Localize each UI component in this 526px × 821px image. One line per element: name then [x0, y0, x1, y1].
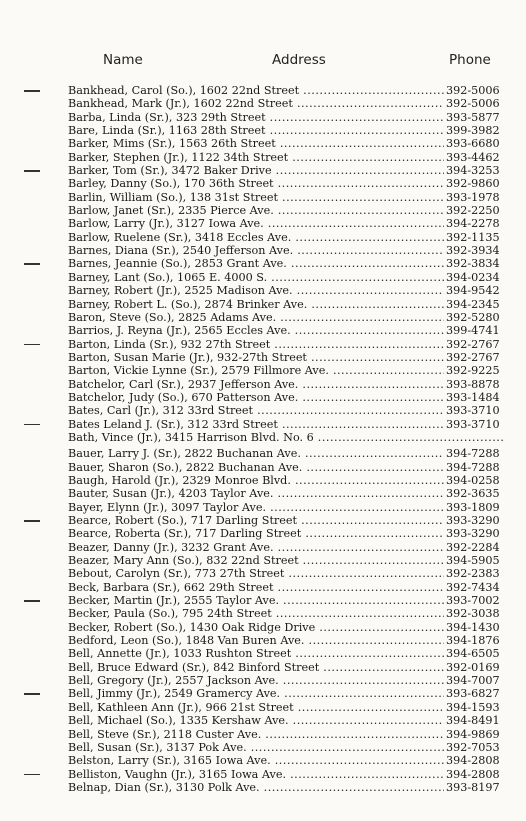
entry-name-address: Bell, Bruce Edward (Sr.), 842 Binford Street ..... — [68, 661, 444, 674]
entry-phone: 392-5006 — [445, 97, 506, 110]
entry-name-address: Barrios, J. Reyna (Jr.), 2565 Eccles Ave. ..... — [68, 324, 444, 337]
entry-name-address: Barnes, Jeannie (So.), 2853 Grant Ave. ..... — [68, 257, 444, 270]
entry-name-address: Bell, Steve (Sr.), 2118 Custer Ave. ..... — [68, 728, 444, 741]
directory-entry — [0, 728, 526, 741]
entry-phone: 394-8491 — [445, 714, 506, 727]
directory-entry — [0, 461, 526, 474]
entry-name-address: Beck, Barbara (Sr.), 662 29th Street ..... — [68, 581, 444, 594]
entry-phone: 394-5905 — [445, 554, 506, 567]
directory-entry — [0, 351, 526, 364]
directory-entry — [0, 231, 526, 244]
margin-tick-mark — [24, 424, 40, 426]
directory-entry — [0, 244, 526, 257]
entry-name-address: Bauer, Larry J. (Sr.), 2822 Buchanan Ave. ..... — [68, 447, 444, 460]
address-column-header: Address — [272, 52, 326, 68]
directory-entry — [0, 84, 526, 97]
entry-name-address: Beazer, Danny (Jr.), 3232 Grant Ave. ..... — [68, 541, 444, 554]
entry-phone: 392-2250 — [445, 204, 506, 217]
entry-phone: 394-1430 — [445, 621, 506, 634]
entry-phone: 392-2767 — [445, 351, 506, 364]
directory-entry — [0, 594, 526, 607]
directory-entry — [0, 541, 526, 554]
entry-phone: 394-7288 — [445, 447, 506, 460]
phone-column-header: Phone — [449, 52, 491, 68]
directory-entry — [0, 621, 526, 634]
entry-name-address: Barton, Vickie Lynne (Sr.), 2579 Fillmore Ave. ..... — [68, 364, 444, 377]
directory-entry — [0, 97, 526, 110]
entry-phone: 394-0258 — [445, 474, 506, 487]
directory-entry — [0, 634, 526, 647]
entry-phone: 394-3253 — [445, 164, 506, 177]
entry-name-address: Batchelor, Judy (So.), 670 Patterson Ave. ..... — [68, 391, 444, 404]
entry-phone: 393-1978 — [445, 191, 506, 204]
entry-name-address: Bankhead, Carol (So.), 1602 22nd Street ..... — [68, 84, 444, 97]
entry-phone: 393-3290 — [445, 514, 506, 527]
directory-entry — [0, 404, 526, 417]
entry-name-address: Barker, Stephen (Jr.), 1122 34th Street ..... — [68, 151, 444, 164]
entry-name-address: Barlin, William (So.), 138 31st Street ..... — [68, 191, 444, 204]
directory-entry — [0, 391, 526, 404]
directory-entry — [0, 661, 526, 674]
entry-name-address: Barker, Tom (Sr.), 3472 Baker Drive ..... — [68, 164, 444, 177]
directory-entry — [0, 754, 526, 767]
entry-phone: 393-1484 — [445, 391, 506, 404]
directory-list — [0, 84, 526, 794]
directory-entry — [0, 111, 526, 124]
margin-tick-mark — [24, 774, 40, 776]
entry-phone: 392-5006 — [445, 84, 506, 97]
entry-phone: 394-1593 — [445, 701, 506, 714]
entry-name-address: Baugh, Harold (Jr.), 2329 Monroe Blvd. ..... — [68, 474, 444, 487]
entry-phone: 392-0169 — [445, 661, 506, 674]
directory-entry — [0, 284, 526, 297]
margin-tick-mark — [24, 693, 40, 695]
entry-phone: 392-2767 — [445, 338, 506, 351]
directory-entry — [0, 124, 526, 137]
entry-name-address: Bearce, Roberta (Sr.), 717 Darling Street ..... — [68, 527, 444, 540]
entry-phone: 393-1809 — [445, 501, 506, 514]
entry-phone: 393-6680 — [445, 137, 506, 150]
entry-phone: 394-7288 — [445, 461, 506, 474]
entry-phone: 392-5280 — [445, 311, 506, 324]
directory-entry — [0, 567, 526, 580]
entry-phone: 394-9869 — [445, 728, 506, 741]
directory-entry — [0, 701, 526, 714]
directory-entry — [0, 378, 526, 391]
entry-name-address: Bath, Vince (Jr.), 3415 Harrison Blvd. No. 6 ..... — [68, 431, 505, 444]
entry-name-address: Batchelor, Carl (Sr.), 2937 Jefferson Ave. ..... — [68, 378, 444, 391]
margin-tick-mark — [24, 520, 40, 522]
entry-name-address: Bedford, Leon (So.), 1848 Van Buren Ave. ..... — [68, 634, 444, 647]
entry-phone: 392-9860 — [445, 177, 506, 190]
directory-entry — [0, 177, 526, 190]
entry-name-address: Bayer, Elynn (Jr.), 3097 Taylor Ave. ..... — [68, 501, 444, 514]
entry-name-address: Barney, Robert (Jr.), 2525 Madison Ave. ..... — [68, 284, 444, 297]
entry-name-address: Barker, Mims (Sr.), 1563 26th Street ..... — [68, 137, 444, 150]
entry-phone: 393-6827 — [445, 687, 506, 700]
entry-phone: 394-0234 — [445, 271, 506, 284]
entry-name-address: Bebout, Carolyn (Sr.), 773 27th Street ..... — [68, 567, 444, 580]
entry-name-address: Belnap, Dian (Sr.), 3130 Polk Ave. ..... — [68, 781, 444, 794]
directory-entry — [0, 514, 526, 527]
directory-entry — [0, 768, 526, 781]
directory-entry — [0, 674, 526, 687]
entry-phone: 392-7434 — [445, 581, 506, 594]
column-header — [0, 52, 526, 74]
entry-phone: 394-9542 — [445, 284, 506, 297]
entry-name-address: Bearce, Robert (So.), 717 Darling Street ..... — [68, 514, 444, 527]
entry-name-address: Barton, Susan Marie (Jr.), 932-27th Street ..... — [68, 351, 444, 364]
entry-name-address: Becker, Martin (Jr.), 2555 Taylor Ave. ..... — [68, 594, 444, 607]
entry-name-address: Bankhead, Mark (Jr.), 1602 22nd Street ..... — [68, 97, 444, 110]
entry-name-address: Barney, Robert L. (So.), 2874 Brinker Ave. ..... — [68, 298, 444, 311]
entry-phone: 394-2345 — [445, 298, 506, 311]
entry-phone: 394-2278 — [445, 217, 506, 230]
entry-name-address: Bates, Carl (Jr.), 312 33rd Street ..... — [68, 404, 444, 417]
directory-entry — [0, 781, 526, 794]
entry-name-address: Bell, Annette (Jr.), 1033 Rushton Street ..... — [68, 647, 444, 660]
entry-phone: 393-7002 — [445, 594, 506, 607]
directory-entry — [0, 607, 526, 620]
directory-entry — [0, 151, 526, 164]
entry-phone: 392-3934 — [445, 244, 506, 257]
directory-entry — [0, 714, 526, 727]
margin-tick-mark — [24, 344, 40, 346]
directory-entry — [0, 191, 526, 204]
entry-phone: 393-8878 — [445, 378, 506, 391]
entry-name-address: Belliston, Vaughn (Jr.), 3165 Iowa Ave. ..... — [68, 768, 444, 781]
entry-name-address: Barton, Linda (Sr.), 932 27th Street ..... — [68, 338, 444, 351]
entry-name-address: Belston, Larry (Sr.), 3165 Iowa Ave. ..... — [68, 754, 444, 767]
directory-entry — [0, 741, 526, 754]
entry-phone: 394-6505 — [445, 647, 506, 660]
entry-name-address: Baron, Steve (So.), 2825 Adams Ave. ..... — [68, 311, 444, 324]
directory-entry — [0, 271, 526, 284]
directory-entry — [0, 418, 526, 431]
directory-entry — [0, 474, 526, 487]
entry-phone: 393-8197 — [445, 781, 506, 794]
entry-name-address: Bell, Kathleen Ann (Jr.), 966 21st Street ..... — [68, 701, 444, 714]
directory-entry — [0, 647, 526, 660]
entry-phone: 392-3834 — [445, 257, 506, 270]
entry-name-address: Bell, Gregory (Jr.), 2557 Jackson Ave. ..... — [68, 674, 444, 687]
entry-phone: 392-3038 — [445, 607, 506, 620]
directory-entry — [0, 257, 526, 270]
entry-phone: 393-3290 — [445, 527, 506, 540]
entry-phone: 394-7007 — [445, 674, 506, 687]
entry-name-address: Bell, Jimmy (Jr.), 2549 Gramercy Ave. ..... — [68, 687, 444, 700]
directory-entry — [0, 487, 526, 500]
entry-phone: 392-7053 — [445, 741, 506, 754]
entry-name-address: Bates Leland J. (Sr.), 312 33rd Street ..... — [68, 418, 444, 431]
entry-name-address: Becker, Robert (So.), 1430 Oak Ridge Drive ..... — [68, 621, 444, 634]
margin-tick-mark — [24, 263, 40, 265]
entry-name-address: Barlow, Ruelene (Sr.), 3418 Eccles Ave. ..... — [68, 231, 444, 244]
directory-entry — [0, 431, 526, 444]
entry-name-address: Bell, Susan (Sr.), 3137 Pok Ave. ..... — [68, 741, 444, 754]
directory-entry — [0, 164, 526, 177]
entry-phone: 392-2383 — [445, 567, 506, 580]
entry-phone: 392-3635 — [445, 487, 506, 500]
entry-phone: 394-2808 — [445, 768, 506, 781]
directory-entry — [0, 364, 526, 377]
entry-phone: 393-4462 — [445, 151, 506, 164]
directory-entry — [0, 311, 526, 324]
entry-name-address: Barnes, Diana (Sr.), 2540 Jefferson Ave. ..... — [68, 244, 444, 257]
directory-entry — [0, 527, 526, 540]
entry-name-address: Becker, Paula (So.), 795 24th Street ..... — [68, 607, 444, 620]
entry-phone: 399-3982 — [445, 124, 506, 137]
entry-name-address: Barney, Lant (So.), 1065 E. 4000 S. ..... — [68, 271, 444, 284]
entry-phone: 392-1135 — [445, 231, 506, 244]
entry-name-address: Bare, Linda (Sr.), 1163 28th Street ..... — [68, 124, 444, 137]
directory-entry — [0, 687, 526, 700]
entry-phone: 394-1876 — [445, 634, 506, 647]
name-column-header: Name — [103, 52, 143, 68]
entry-phone: 393-3710 — [445, 404, 506, 417]
directory-entry — [0, 447, 526, 460]
entry-name-address: Bell, Michael (So.), 1335 Kershaw Ave. ..... — [68, 714, 444, 727]
margin-tick-mark — [24, 600, 40, 602]
entry-phone: 399-4741 — [445, 324, 506, 337]
entry-name-address: Barlow, Larry (Jr.), 3127 Iowa Ave. ..... — [68, 217, 444, 230]
entry-phone: 394-2808 — [445, 754, 506, 767]
directory-entry — [0, 554, 526, 567]
entry-phone: 393-5877 — [445, 111, 506, 124]
entry-name-address: Beazer, Mary Ann (So.), 832 22nd Street ..... — [68, 554, 444, 567]
margin-tick-mark — [24, 170, 40, 172]
entry-name-address: Barley, Danny (So.), 170 36th Street ..... — [68, 177, 444, 190]
margin-tick-mark — [24, 90, 40, 92]
directory-entry — [0, 298, 526, 311]
entry-name-address: Bauer, Sharon (So.), 2822 Buchanan Ave. ..... — [68, 461, 444, 474]
directory-entry — [0, 217, 526, 230]
entry-phone: 392-2284 — [445, 541, 506, 554]
entry-name-address: Barba, Linda (Sr.), 323 29th Street ..... — [68, 111, 444, 124]
directory-entry — [0, 204, 526, 217]
entry-phone: 393-3710 — [445, 418, 506, 431]
entry-name-address: Bauter, Susan (Jr.), 4203 Taylor Ave. ..... — [68, 487, 444, 500]
directory-entry — [0, 324, 526, 337]
entry-phone: 392-9225 — [445, 364, 506, 377]
entry-name-address: Barlow, Janet (Sr.), 2335 Pierce Ave. ..... — [68, 204, 444, 217]
directory-entry — [0, 501, 526, 514]
directory-entry — [0, 338, 526, 351]
directory-entry — [0, 137, 526, 150]
directory-entry — [0, 581, 526, 594]
